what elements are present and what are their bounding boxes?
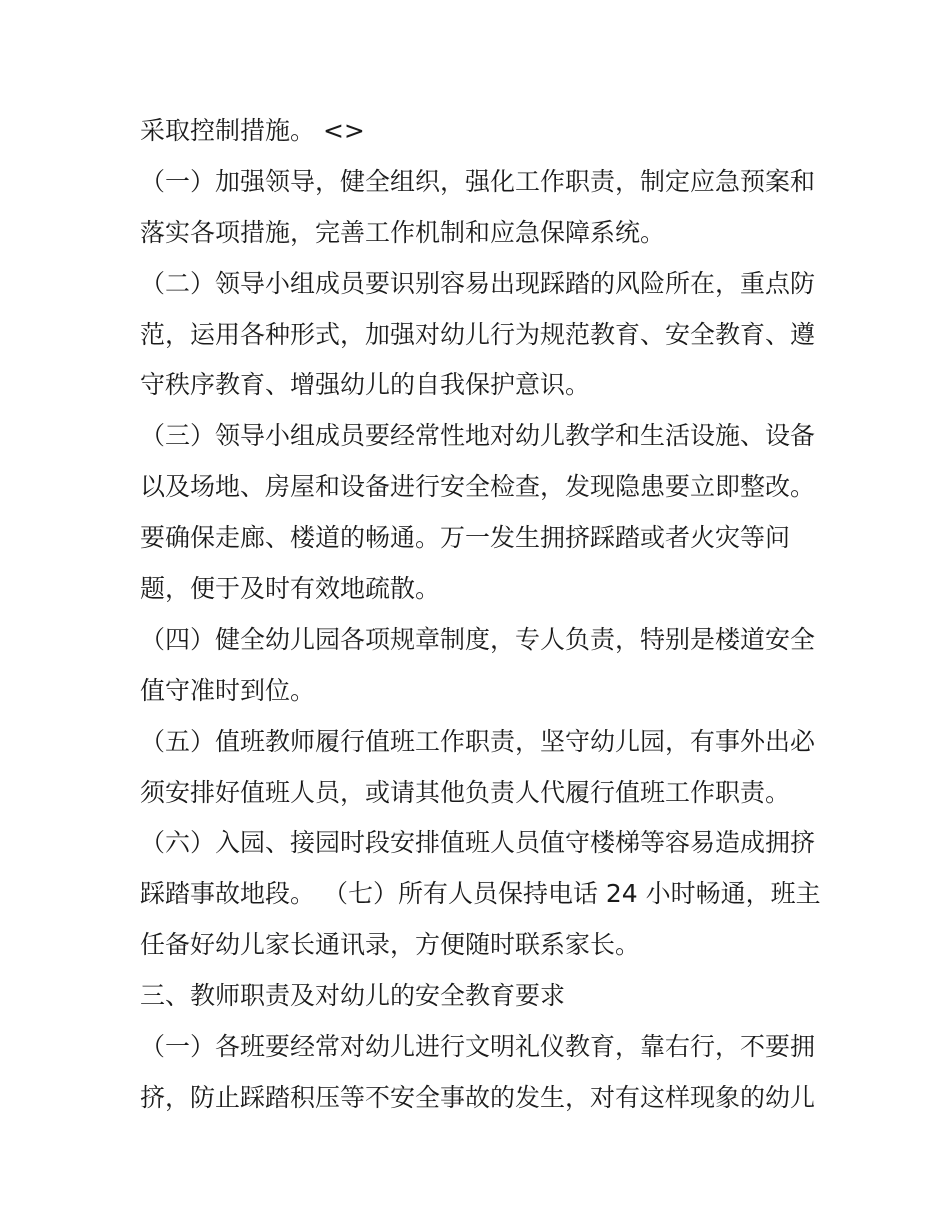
text-line: 任备好幼儿家长通讯录，方便随时联系家长。 xyxy=(140,930,641,960)
text-line: （五）值班教师履行值班工作职责，坚守幼儿园，有事外出必 xyxy=(140,726,816,756)
text-line: （二）领导小组成员要识别容易出现踩踏的风险所在，重点防 xyxy=(140,268,816,298)
text-line: （三）领导小组成员要经常性地对幼儿教学和生活设施、设备 xyxy=(140,421,816,451)
text-line: 守秩序教育、增强幼儿的自我保护意识。 xyxy=(140,370,591,400)
text-line: 值守准时到位。 xyxy=(140,675,316,705)
text-line: （一）各班要经常对幼儿进行文明礼仪教育，靠右行，不要拥 xyxy=(140,1032,816,1062)
text-line: 范，运用各种形式，加强对幼儿行为规范教育、安全教育、遵 xyxy=(140,319,816,349)
text-line: 须安排好值班人员，或请其他负责人代履行值班工作职责。 xyxy=(140,777,791,807)
text-line: 题，便于及时有效地疏散。 xyxy=(140,574,441,604)
text-line: 落实各项措施，完善工作机制和应急保障系统。 xyxy=(140,217,666,247)
text-line: 挤，防止踩踏积压等不安全事故的发生，对有这样现象的幼儿 xyxy=(140,1082,816,1112)
text-line: 采取控制措施。 <> xyxy=(140,116,365,145)
text-line: （六）入园、接园时段安排值班人员值守楼梯等容易造成拥挤 xyxy=(140,828,816,858)
text-line: （四）健全幼儿园各项规章制度，专人负责，特别是楼道安全 xyxy=(140,624,816,654)
text-line: 踩踏事故地段。 （七）所有人员保持电话 24 小时畅通，班主 xyxy=(140,879,821,909)
document-body xyxy=(140,106,830,1124)
text-line: 要确保走廊、楼道的畅通。万一发生拥挤踩踏或者火灾等问 xyxy=(140,523,791,553)
text-line: 以及场地、房屋和设备进行安全检查，发现隐患要立即整改。 xyxy=(140,472,816,502)
section-heading: 三、教师职责及对幼儿的安全教育要求 xyxy=(140,981,566,1011)
text-line: （一）加强领导，健全组织，强化工作职责，制定应急预案和 xyxy=(140,166,816,196)
